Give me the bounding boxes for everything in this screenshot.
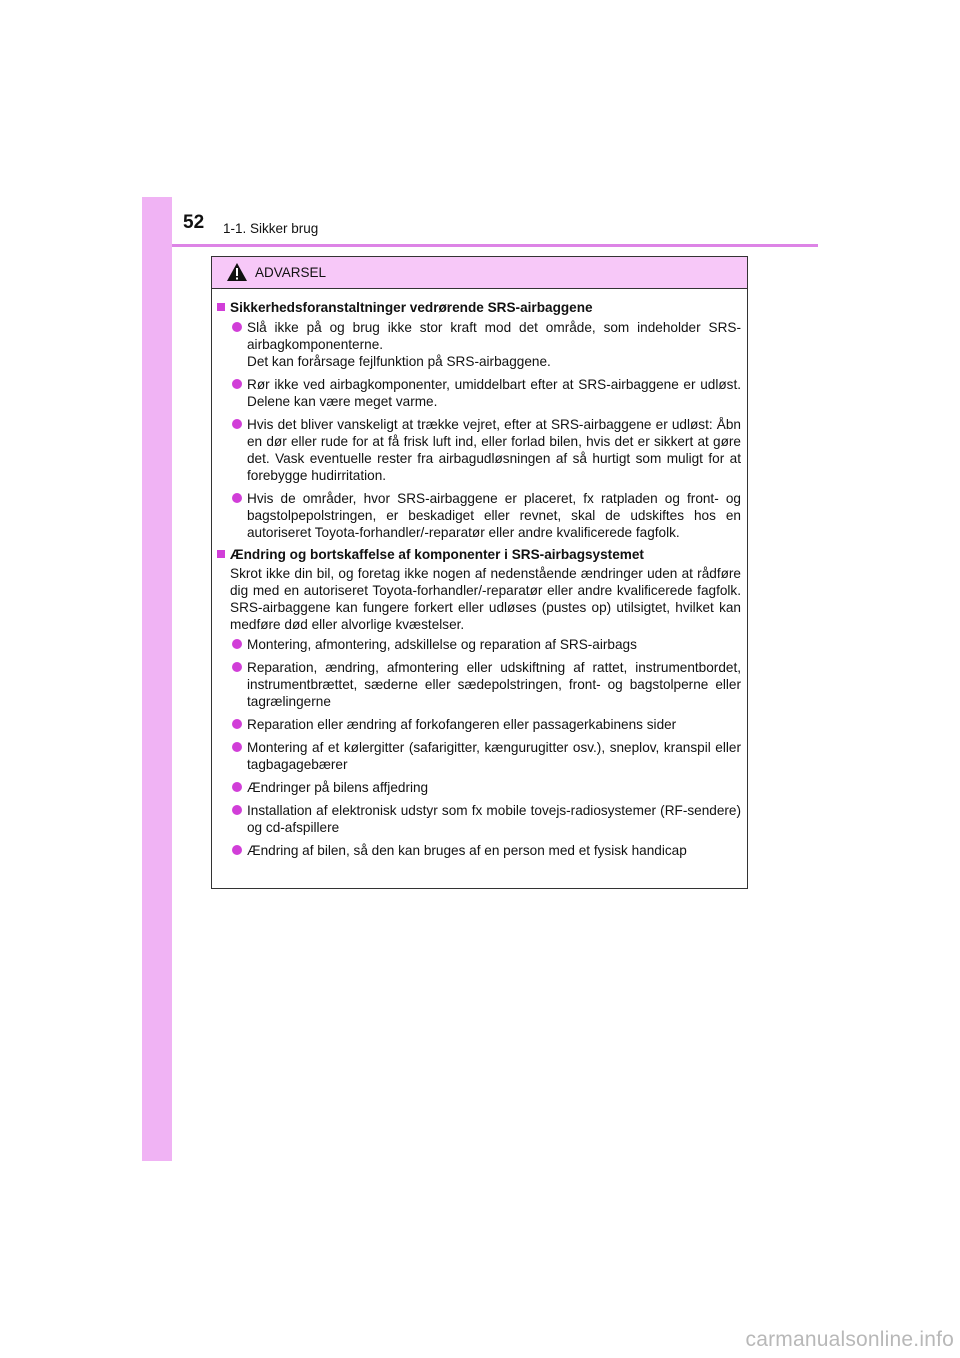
round-bullet-icon — [232, 845, 242, 855]
list-item: Montering, afmontering, adskillelse og reparation af SRS-airbags — [217, 636, 741, 653]
warning-title: ADVARSEL — [255, 265, 327, 280]
bullet-list — [217, 636, 741, 859]
section-paragraph: Skrot ikke din bil, og foretag ikke nogen af nedenstående ændringer uden at rådføre dig med en autoriseret Toyota-forhandler/-reparatør eller andre kvalificerede fagfolk. SRS-airbaggene kan fungere forkert eller udløses (pustes op) utilsigtet, hvilket kan medføre død eller alvorlige kvæstelser. — [230, 566, 741, 632]
warning-triangle-icon — [226, 262, 248, 282]
list-item: Reparation, ændring, afmontering eller udskiftning af rattet, instrumentbordet, instrumentbrættet, sæderne eller sædepolstringen, front- og bagstolperne eller tagrælingerne — [217, 659, 741, 710]
header-rule — [172, 244, 818, 247]
round-bullet-icon — [232, 379, 242, 389]
list-item: Reparation eller ændring af forkofangeren eller passagerkabinens sider — [217, 716, 741, 733]
round-bullet-icon — [232, 322, 242, 332]
list-item: Hvis de områder, hvor SRS-airbaggene er placeret, fx ratpladen og front- og bagstolpepolstringen, er beskadiget eller revnet, skal de udskiftes hos en autoriseret Toyota-forhandler/-reparatør eller andre kvalificerede fagfolk. — [217, 490, 741, 541]
bullet-list — [217, 319, 741, 541]
section-title: 1-1. Sikker brug — [223, 221, 319, 236]
warning-box — [211, 256, 748, 889]
list-item: Hvis det bliver vanskeligt at trække vejret, efter at SRS-airbaggene er udløst: Åbn en dør eller rude for at få frisk luft ind, eller forlad bilen, hvis det er sikkert at gøre det. Vask eventuelle rester fra airbagudløsningen af så hurtigt som muligt for at forebygge hudirritation. — [217, 416, 741, 484]
warning-header — [212, 257, 747, 289]
round-bullet-icon — [232, 662, 242, 672]
round-bullet-icon — [232, 782, 242, 792]
round-bullet-icon — [232, 719, 242, 729]
watermark: carmanualsonline.info — [745, 1328, 954, 1351]
section-heading: Sikkerhedsforanstaltninger vedrørende SRS-airbaggene — [217, 299, 741, 316]
section-heading: Ændring og bortskaffelse af komponenter i SRS-airbagsystemet — [217, 546, 741, 563]
round-bullet-icon — [232, 639, 242, 649]
list-item: Slå ikke på og brug ikke stor kraft mod det område, som indeholder SRS-airbagkomponenterne. Det kan forårsage fejlfunktion på SRS-airbaggene. — [217, 319, 741, 370]
warning-body — [212, 289, 747, 859]
square-bullet-icon — [217, 303, 225, 311]
round-bullet-icon — [232, 805, 242, 815]
page-number: 52 — [183, 212, 205, 233]
round-bullet-icon — [232, 419, 242, 429]
list-item: Rør ikke ved airbagkomponenter, umiddelbart efter at SRS-airbaggene er udløst. Delene kan være meget varme. — [217, 376, 741, 410]
list-item: Ændringer på bilens affjedring — [217, 779, 741, 796]
round-bullet-icon — [232, 742, 242, 752]
list-item: Montering af et kølergitter (safarigitter, kængurugitter osv.), sneplov, kranspil eller tagbagagebærer — [217, 739, 741, 773]
list-item: Ændring af bilen, så den kan bruges af en person med et fysisk handicap — [217, 842, 741, 859]
side-band — [142, 197, 172, 1161]
square-bullet-icon — [217, 550, 225, 558]
round-bullet-icon — [232, 493, 242, 503]
list-item: Installation af elektronisk udstyr som fx mobile tovejs-radiosystemer (RF-sendere) og cd-afspillere — [217, 802, 741, 836]
